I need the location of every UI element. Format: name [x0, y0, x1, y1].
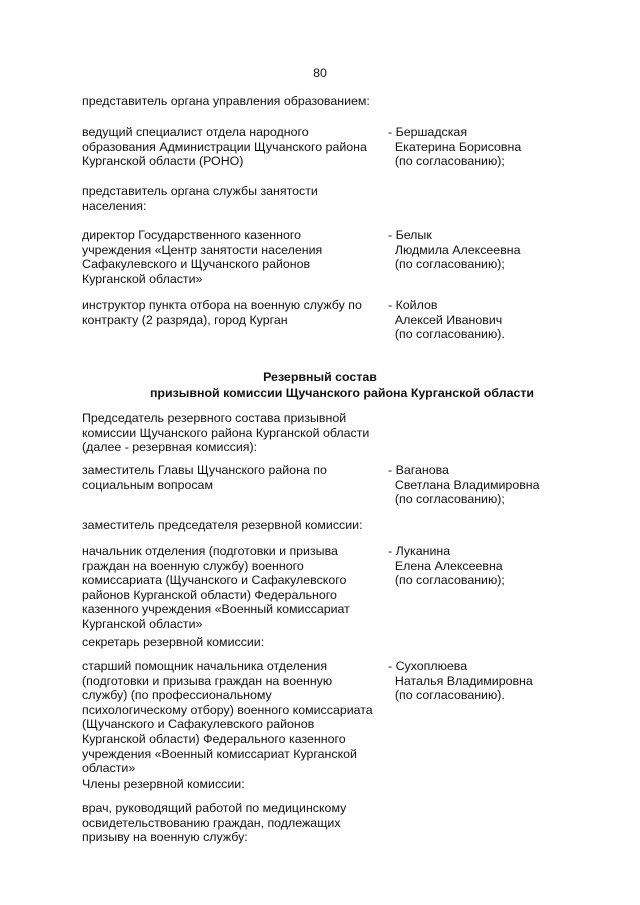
position-text: ведущий специалист отдела народного образования Администрации Щучанского района Курганской области (РОНО): [82, 125, 367, 169]
person-name: - Луканина Елена Алексеевна (по согласованию);: [388, 544, 505, 588]
person-name: - Ваганова Светлана Владимировна (по согласованию);: [388, 463, 540, 507]
person-name: - Белык Людмила Алексеевна (по согласованию);: [388, 228, 521, 272]
section-label: представитель органа службы занятости населения:: [82, 184, 318, 213]
position-text: старший помощник начальника отделения (подготовки и призыва граждан на военную службу) (по профессиональному психологическому отбору) военного комиссариата (Щучанского и Сафакулевского районов Курганской области) Федерального казенного учреждения «Военный комиссариат Курганской области»: [82, 659, 373, 776]
page-number: 80: [313, 66, 327, 80]
person-name: - Бершадская Екатерина Борисовна (по согласованию);: [388, 125, 522, 169]
section-heading: призывной комиссии Щучанского района Курганской области: [149, 386, 535, 400]
position-text: заместитель Главы Щучанского района по социальным вопросам: [82, 463, 327, 492]
person-name: - Койлов Алексей Иванович (по согласованию).: [388, 298, 505, 342]
section-label: Члены резервной комиссии:: [82, 777, 245, 791]
section-label: секретарь резервной комиссии:: [82, 635, 265, 649]
section-label: врач, руководящий работой по медицинскому освидетельствованию граждан, подлежащих призыву на военную службу:: [82, 801, 347, 845]
person-name: - Сухоплюева Наталья Владимировна (по согласованию).: [388, 659, 533, 703]
section-label: заместитель председателя резервной комиссии:: [82, 518, 363, 532]
position-text: начальник отделения (подготовки и призыва граждан на военную службу) военного комиссариата (Щучанского и Сафакулевского районов Курганской области) Федерального казенного учреждения «Военный комиссариат Курганской области»: [82, 544, 350, 631]
position-text: директор Государственного казенного учреждения «Центр занятости населения Сафакулевского и Щучанского районов Курганской области»: [82, 228, 323, 286]
section-heading: Резервный состав: [263, 370, 377, 384]
section-label: Председатель резервного состава призывной комиссии Щучанского района Курганской области (далее - резервная комиссия):: [82, 411, 370, 455]
position-text: инструктор пункта отбора на военную службу по контракту (2 разряда), город Курган: [82, 298, 362, 327]
section-label: представитель органа управления образованием:: [82, 94, 370, 108]
